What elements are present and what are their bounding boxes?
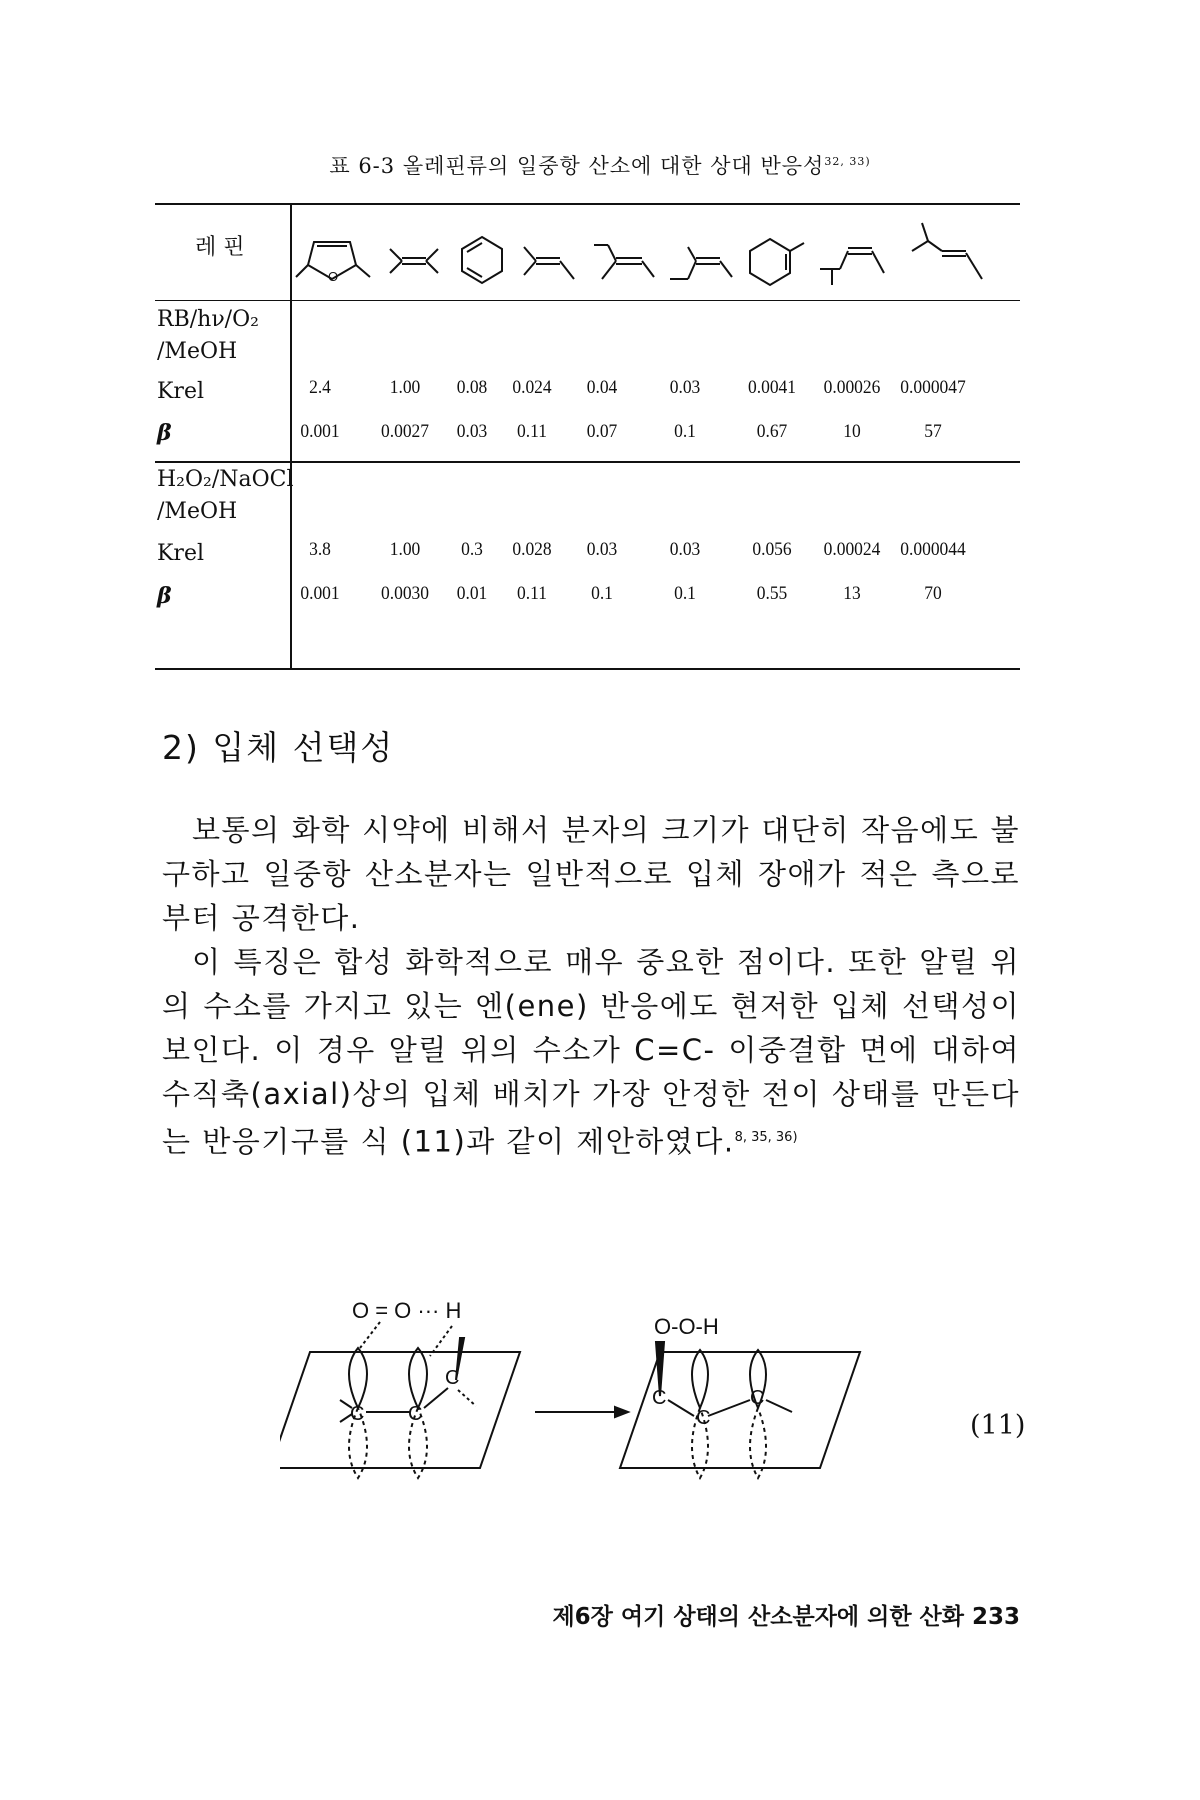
table-cell: 0.1 bbox=[674, 421, 696, 442]
table-cell: 0.11 bbox=[517, 583, 547, 604]
right-bond-1 bbox=[668, 1400, 694, 1416]
section1-solvent: /MeOH bbox=[157, 339, 238, 364]
table-cell: 0.000044 bbox=[900, 539, 966, 560]
table-cell: 57 bbox=[924, 421, 942, 442]
trisubstituted-olefin-icon bbox=[524, 247, 574, 279]
right-top-label: O-O-H bbox=[654, 1314, 719, 1339]
table-cell: 0.001 bbox=[300, 421, 340, 442]
caption-ref: 32, 33) bbox=[824, 155, 871, 168]
table-cell: 0.0030 bbox=[380, 583, 430, 604]
left-p-orbital-1 bbox=[349, 1348, 367, 1408]
left-wedge-dash bbox=[458, 1390, 476, 1406]
table-cell: 0.0041 bbox=[747, 377, 797, 398]
left-carbon-1: C bbox=[350, 1403, 365, 1425]
table-cell: 0.028 bbox=[512, 539, 552, 560]
left-allyl-bond bbox=[424, 1388, 448, 1408]
arrow-head bbox=[615, 1407, 628, 1417]
table-cell: 0.024 bbox=[512, 377, 552, 398]
right-bond-3 bbox=[766, 1400, 792, 1412]
equation-number: (11) bbox=[970, 1410, 1026, 1441]
page-footer: 제6장 여기 상태의 산소분자에 의한 산화 233 bbox=[552, 1604, 1020, 1630]
table-cell: 0.0027 bbox=[380, 421, 430, 442]
table-cell: 0.08 bbox=[456, 377, 488, 398]
section2-solvent: /MeOH bbox=[157, 499, 238, 524]
table-cell: 0.1 bbox=[674, 583, 696, 604]
table-caption bbox=[0, 150, 1200, 180]
table-cell: 0.03 bbox=[669, 377, 701, 398]
section1-krel-label: Krel bbox=[157, 379, 205, 404]
paragraph-2 bbox=[162, 940, 1020, 1164]
table-cell: 0.04 bbox=[586, 377, 618, 398]
left-o-dotted bbox=[360, 1322, 380, 1348]
table-cell: 0.55 bbox=[756, 583, 788, 604]
reaction-scheme bbox=[280, 1300, 900, 1500]
section2-condition: H₂O₂/NaOCl bbox=[157, 467, 294, 492]
table-cell: 0.03 bbox=[669, 539, 701, 560]
table-cell: 0.3 bbox=[461, 539, 483, 560]
left-plane bbox=[280, 1352, 520, 1468]
table-cell: 0.000047 bbox=[900, 377, 966, 398]
table-cell: 0.03 bbox=[456, 421, 488, 442]
right-bond-2 bbox=[708, 1400, 750, 1416]
monosubstituted-olefin-icon bbox=[912, 223, 982, 279]
left-carbon-2: C bbox=[408, 1403, 423, 1425]
table-cell: 1.00 bbox=[389, 377, 421, 398]
trisubstituted-olefin-2-icon bbox=[594, 245, 654, 279]
table-cell: 0.1 bbox=[591, 583, 613, 604]
section1-beta-label: β bbox=[157, 420, 172, 446]
table-cell: 2.4 bbox=[309, 377, 331, 398]
caption-text: 표 6-3 올레핀류의 일중항 산소에 대한 상대 반응성 bbox=[329, 154, 825, 178]
paragraph-1-text: 보통의 화학 시약에 비해서 분자의 크기가 대단히 작음에도 불구하고 일중항 산소분자는 일반적으로 입체 장애가 적은 측으로부터 공격한다. bbox=[162, 813, 1020, 935]
tetramethylethylene-icon bbox=[390, 249, 438, 273]
1-methylcyclohexene-icon bbox=[750, 239, 804, 285]
section1-condition: RB/hν/O₂ bbox=[157, 307, 259, 332]
right-p-orbital-1 bbox=[692, 1350, 708, 1408]
header-label: 레 핀 bbox=[195, 235, 245, 260]
paragraph-1 bbox=[162, 808, 1020, 940]
paragraph-2-ref: 8, 35, 36) bbox=[734, 1130, 798, 1145]
paragraph-2-text: 이 특징은 합성 화학적으로 매우 중요한 점이다. 또한 알릴 위의 수소를 가지고 있는 엔(ene) 반응에도 현저한 입체 선택성이 보인다. 이 경우 알릴 위의 수소가 C=C- 이중결합 면에 대하여 수직축(axial)상의 입체 배치가 가장 안정한 전이 상태를 만든다는 반응기구를 식 (11)과 같이 제안하였다. bbox=[162, 945, 1020, 1159]
left-p-orbital-2 bbox=[409, 1348, 427, 1408]
table-cell: 0.11 bbox=[517, 421, 547, 442]
2,5-dimethylfuran-icon bbox=[296, 242, 370, 284]
trisubstituted-olefin-3-icon bbox=[670, 247, 732, 279]
body-text bbox=[162, 808, 1020, 1164]
right-carbon-2: C bbox=[696, 1407, 711, 1429]
table-cell: 3.8 bbox=[309, 539, 331, 560]
section2-beta-label: β bbox=[157, 583, 172, 609]
table-cell: 10 bbox=[843, 421, 861, 442]
table-cell: 13 bbox=[843, 583, 861, 604]
disubstituted-olefin-icon bbox=[820, 248, 884, 285]
section-divider-rule bbox=[155, 461, 1020, 463]
table-top-rule bbox=[155, 203, 1020, 205]
table-cell: 0.00024 bbox=[823, 539, 881, 560]
table-cell: 70 bbox=[924, 583, 942, 604]
table-cell: 1.00 bbox=[389, 539, 421, 560]
right-plane bbox=[620, 1352, 860, 1468]
left-carbon-3: C bbox=[445, 1367, 460, 1389]
header-bottom-rule bbox=[155, 300, 1020, 301]
table-cell: 0.00026 bbox=[823, 377, 881, 398]
right-carbon-3: C bbox=[750, 1387, 765, 1409]
1,3-cyclohexadiene-icon bbox=[462, 237, 502, 283]
section2-krel-label: Krel bbox=[157, 541, 205, 566]
table-cell: 0.001 bbox=[300, 583, 340, 604]
section-heading: 2) 입체 선택성 bbox=[162, 728, 395, 767]
olefin-structures bbox=[292, 207, 1020, 297]
right-carbon-1: C bbox=[652, 1387, 667, 1409]
table-cell: 0.67 bbox=[756, 421, 788, 442]
svg-text:O: O bbox=[328, 269, 339, 284]
table-cell: 0.01 bbox=[456, 583, 488, 604]
table-cell: 0.056 bbox=[752, 539, 792, 560]
left-top-label: O = O ··· H bbox=[352, 1300, 462, 1323]
table-cell: 0.07 bbox=[586, 421, 618, 442]
table-bottom-rule bbox=[155, 668, 1020, 670]
table-cell: 0.03 bbox=[586, 539, 618, 560]
